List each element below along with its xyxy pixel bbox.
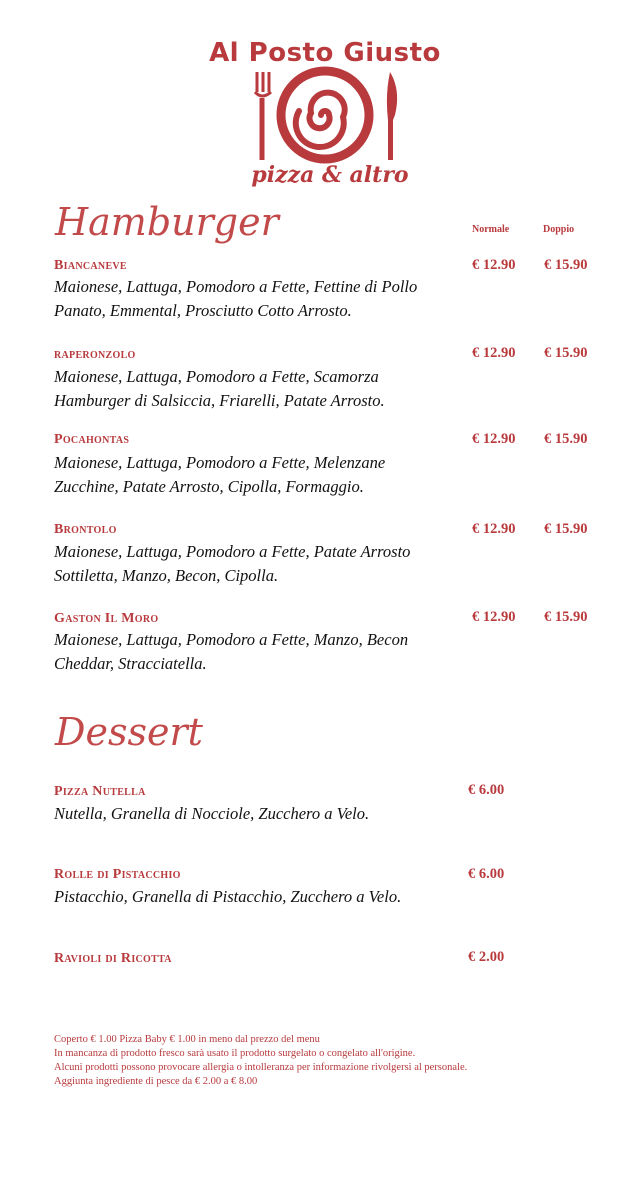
price: € 6.00 (468, 782, 505, 798)
menu-item-name: Rolle di Pistacchio (54, 867, 181, 882)
menu-item-description: Nutella, Granella di Nocciole, Zucchero a Velo. (54, 804, 370, 823)
price-doppio: € 15.90 (544, 609, 588, 625)
price-doppio: € 15.90 (544, 345, 588, 361)
price: € 2.00 (468, 949, 505, 965)
description-line: Sottiletta, Manzo, Becon, Cipolla. (54, 566, 279, 585)
price-doppio: € 15.90 (544, 257, 588, 273)
footer-line: Alcuni prodotti possono provocare allergia o intolleranza per informazione rivolgersi al personale. (54, 1062, 468, 1073)
logo-subtitle: pizza & altro (251, 162, 409, 188)
price-normale: € 12.90 (472, 345, 516, 361)
menu-item-name: raperonzolo (54, 347, 136, 362)
description-line: Maionese, Lattuga, Pomodoro a Fette, Manzo, Becon (54, 630, 409, 649)
description-line: Zucchine, Patate Arrosto, Cipolla, Formaggio. (54, 477, 364, 496)
price-normale: € 12.90 (472, 257, 516, 273)
footer-notes (54, 1033, 467, 1089)
menu-item-description (54, 540, 410, 588)
menu-item-description: Pistacchio, Granella di Pistacchio, Zucchero a Velo. (54, 887, 402, 906)
menu-item-name: Brontolo (54, 522, 117, 537)
menu-item-name: Ravioli di Ricotta (54, 951, 172, 966)
price-normale: € 12.90 (472, 609, 516, 625)
description-line: Maionese, Lattuga, Pomodoro a Fette, Patate Arrosto (54, 542, 411, 561)
logo-title: Al Posto Giusto (209, 38, 441, 68)
restaurant-logo (205, 20, 445, 195)
menu-item-name: Pizza Nutella (54, 784, 146, 799)
description-line: Cheddar, Stracciatella. (54, 654, 207, 673)
description-line: Maionese, Lattuga, Pomodoro a Fette, Scamorza (54, 367, 379, 386)
menu-item-name: Gaston Il Moro (54, 611, 159, 626)
price-doppio: € 15.90 (544, 431, 588, 447)
footer-line: Coperto € 1.00 Pizza Baby € 1.00 in meno dal prezzo del menu (54, 1034, 320, 1045)
price-normale: € 12.90 (472, 521, 516, 537)
menu-item-name: Pocahontas (54, 432, 130, 447)
description-line: Maionese, Lattuga, Pomodoro a Fette, Fettine di Pollo (54, 277, 418, 296)
footer-line: Aggiunta ingrediente di pesce da € 2.00 a € 8.00 (54, 1076, 258, 1087)
menu-item-description (54, 275, 417, 323)
hamburger-section-title: Hamburger (55, 200, 279, 244)
column-header-normale: Normale (472, 224, 510, 235)
description-line: Maionese, Lattuga, Pomodoro a Fette, Melenzane (54, 453, 386, 472)
footer-line: In mancanza di prodotto fresco sarà usato il prodotto surgelato o congelato all'origine. (54, 1048, 416, 1059)
price-doppio: € 15.90 (544, 521, 588, 537)
menu-item-description (54, 365, 385, 413)
description-line: Hamburger di Salsiccia, Friarelli, Patate Arrosto. (54, 391, 385, 410)
price-normale: € 12.90 (472, 431, 516, 447)
menu-item-description (54, 628, 408, 676)
menu-item-description (54, 451, 385, 499)
description-line: Panato, Emmental, Prosciutto Cotto Arrosto. (54, 301, 352, 320)
menu-item-name: Biancaneve (54, 258, 127, 273)
price: € 6.00 (468, 866, 505, 882)
dessert-section-title: Dessert (55, 710, 203, 754)
column-header-doppio: Doppio (543, 224, 575, 235)
